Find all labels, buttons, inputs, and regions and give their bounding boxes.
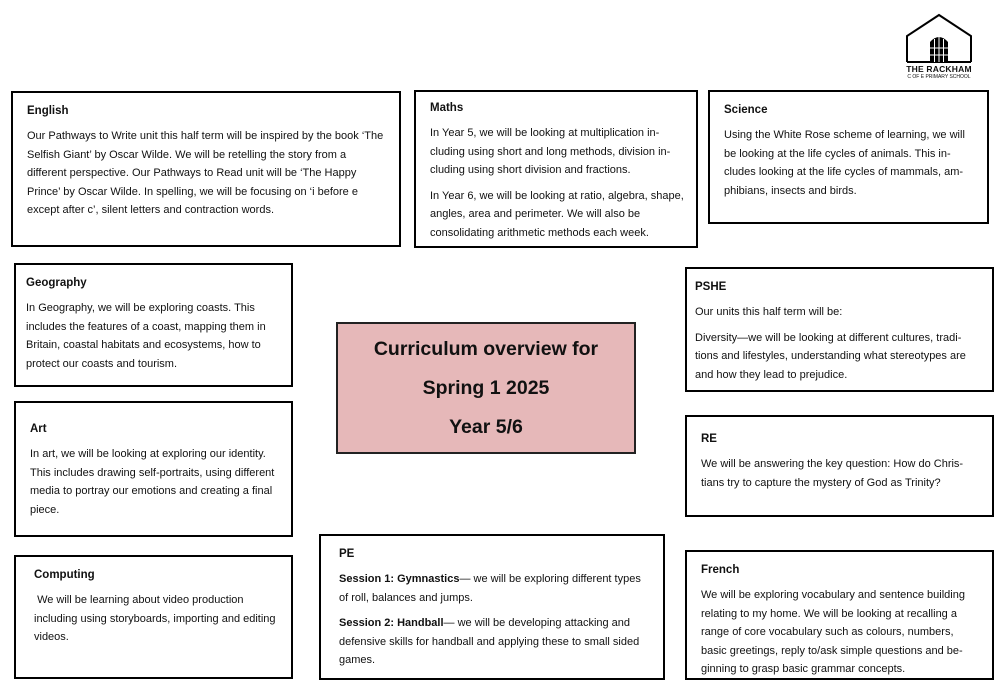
re-heading: RE bbox=[701, 433, 717, 445]
school-logo bbox=[902, 12, 976, 84]
pshe-heading: PSHE bbox=[695, 281, 727, 293]
art-text: In art, we will be looking at exploring our identity. This includes drawing self-portraits, using different media to portray our emotions and creating a final piece. bbox=[30, 448, 275, 516]
pe-session-1 bbox=[339, 570, 651, 607]
title-line-3: Year 5/6 bbox=[449, 415, 523, 438]
pe-session-1-text: — we will be exploring different types of roll, balances and jumps. bbox=[339, 573, 641, 604]
geography-heading: Geography bbox=[26, 277, 87, 289]
science-heading: Science bbox=[724, 104, 768, 116]
pe-session-2-text: — we will be developing attacking and defensive skills for handball and applying these to small sided games. bbox=[339, 617, 640, 666]
english-panel bbox=[11, 91, 401, 247]
pshe-text-diversity: Diversity—we will be looking at different cultures, traditions and lifestyles, understanding what stereotypes are and how they lead to prejudice. bbox=[695, 331, 966, 381]
pshe-text-intro: Our units this half term will be: bbox=[695, 306, 843, 318]
art-heading: Art bbox=[30, 423, 47, 435]
english-text: Our Pathways to Write unit this half term will be inspired by the book ‘The Selfish Giant’ by Oscar Wilde. We will be retelling the story from a different perspective. Our Pathways to Read unit will be ‘The Happy Prince’ by Oscar Wilde. In spelling, we will be focusing on ‘i before e except after c’, silent letters and contraction words. bbox=[27, 130, 384, 216]
french-heading: French bbox=[701, 564, 740, 576]
pe-heading: PE bbox=[339, 548, 355, 560]
school-house-icon bbox=[904, 12, 974, 64]
school-name: THE RACKHAM bbox=[906, 64, 972, 74]
pe-session-2-label: Session 2: Handball bbox=[339, 617, 444, 629]
computing-heading: Computing bbox=[34, 569, 95, 581]
curriculum-title-panel bbox=[336, 322, 636, 454]
title-line-1: Curriculum overview for bbox=[373, 337, 599, 360]
computing-panel bbox=[14, 555, 293, 679]
computing-text: We will be learning about video production including using storyboards, importing and editing videos. bbox=[34, 594, 279, 643]
pshe-panel bbox=[685, 267, 994, 392]
maths-panel bbox=[414, 90, 698, 248]
french-text: We will be exploring vocabulary and sentence building relating to my home. We will be looking at recalling a range of core vocabulary such as colours, numbers, basic greetings, reply to/ask simple questions and beginning to grasp basic grammar concepts. bbox=[701, 589, 965, 675]
french-panel bbox=[685, 550, 994, 680]
english-heading: English bbox=[27, 105, 69, 117]
art-panel bbox=[14, 401, 293, 537]
maths-text-year5: In Year 5, we will be looking at multiplication including using short and long methods, division including using short division and fractions. bbox=[430, 127, 671, 176]
pe-session-2 bbox=[339, 614, 651, 670]
re-text: We will be answering the key question: How do Christians try to capture the mystery of God as Trinity? bbox=[701, 458, 964, 489]
science-text: Using the White Rose scheme of learning, we will be looking at the life cycles of animals. This includes looking at the life cycles of mammals, amphibians, insects and birds. bbox=[724, 129, 965, 197]
maths-text-year6: In Year 6, we will be looking at ratio, algebra, shape, angles, area and perimeter. We will also be consolidating arithmetic methods each week. bbox=[430, 189, 684, 239]
school-subtitle: C OF E PRIMARY SCHOOL bbox=[907, 74, 971, 80]
re-panel bbox=[685, 415, 994, 517]
geography-panel bbox=[14, 263, 293, 387]
pe-session-1-label: Session 1: Gymnastics bbox=[339, 573, 460, 585]
science-panel bbox=[708, 90, 989, 224]
geography-text: In Geography, we will be exploring coasts. This includes the features of a coast, mapping them in Britain, coastal habitats and ecosystems, how to protect our coasts and tourism. bbox=[26, 302, 266, 370]
pe-panel bbox=[319, 534, 665, 680]
maths-heading: Maths bbox=[430, 102, 464, 114]
title-line-2: Spring 1 2025 bbox=[422, 376, 550, 399]
